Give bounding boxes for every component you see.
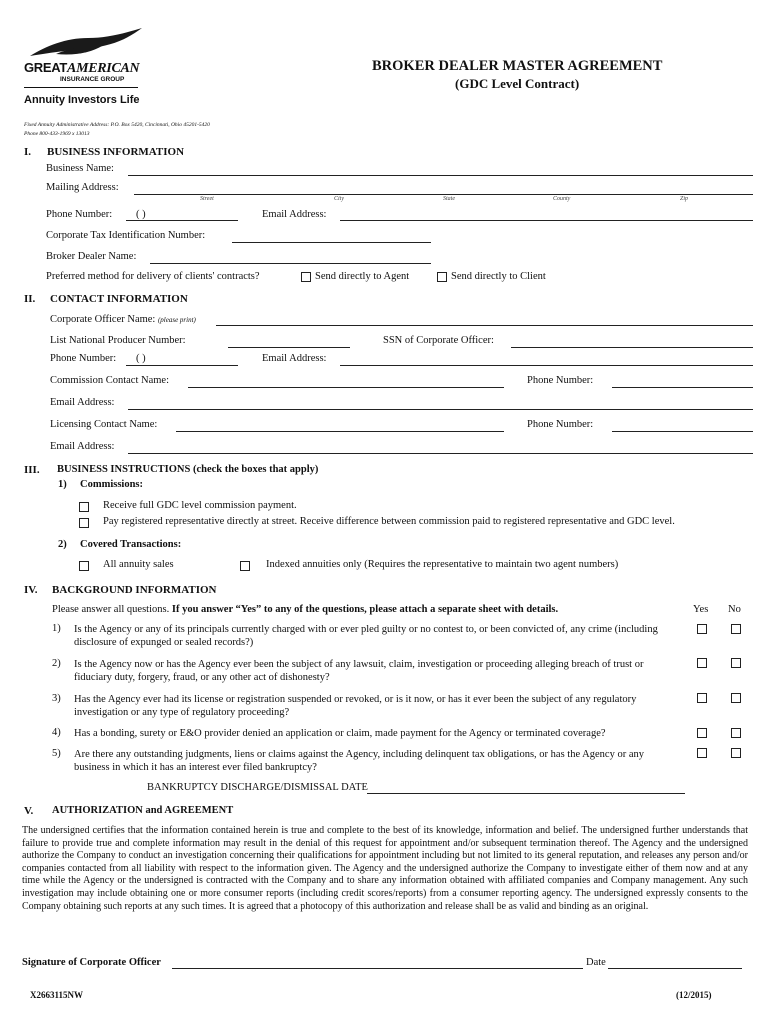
covered-heading: Covered Transactions: (80, 539, 182, 550)
npn-label: List National Producer Number: (50, 335, 186, 346)
full-gdc-checkbox[interactable] (79, 502, 89, 512)
question-5-number: 5) (52, 748, 61, 759)
section-3-heading: BUSINESS INSTRUCTIONS (check the boxes that apply) (57, 464, 319, 475)
commission-phone-label: Phone Number: (527, 375, 594, 386)
officer-phone-field[interactable] (126, 365, 238, 366)
section-5-number: V. (24, 805, 34, 817)
officer-name-label (50, 314, 196, 325)
pay-street-checkbox[interactable] (79, 518, 89, 528)
ssn-field[interactable] (511, 347, 753, 348)
bankruptcy-date-label: BANKRUPTCY DISCHARGE/DISMISSAL DATE (147, 782, 368, 793)
date-field[interactable] (608, 968, 742, 969)
city-caption: City (334, 196, 344, 202)
commission-email-field[interactable] (128, 409, 753, 410)
full-gdc-label: Receive full GDC level commission payment. (103, 500, 297, 511)
question-4-yes-checkbox[interactable] (697, 728, 707, 738)
question-2-yes-checkbox[interactable] (697, 658, 707, 668)
logo-american: AMERICAN (67, 61, 140, 76)
authorization-paragraph: The undersigned certifies that the information contained herein is true and complete to the best of its knowledge, information and belief. The undersigned further understands that failure to provide true and complete information may result in the denial of this request for appointment and/or subsequent termination thereof. The Agency and the undersigned authorize the Company to conduct an investigation concerning their qualifications for appointment including but not limited to its general reputation, and releases any person and/or companies contacted from all liability with respect to the information given. The Agency and the undersigned authorize the Company to investigate either of them now and at any time while the Agency or the undersigned is contracted with the Company and to share any information obtained with affiliated companies and Company management. Any such investigation may include obtaining one or more consumer reports (including credit scores/reports) from a consumer reporting agency. The undersigned expressly consents to the Company obtaining such reports at any such times. It is agreed that a photocopy of this authorization and release shall be as valid and binding as an original. (22, 825, 748, 912)
commission-contact-label: Commission Contact Name: (50, 375, 169, 386)
section-1-heading: BUSINESS INFORMATION (47, 146, 185, 158)
section-5-heading: AUTHORIZATION and AGREEMENT (52, 805, 234, 816)
commission-phone-field[interactable] (612, 387, 753, 388)
licensing-contact-label: Licensing Contact Name: (50, 419, 158, 430)
indexed-only-checkbox[interactable] (240, 561, 250, 571)
section-2-number: II. (24, 293, 36, 305)
question-1-text: Is the Agency or any of its principals currently charged with or ever pled guilty or no contest to, or been convicted of, any crime (including disclosure of expunged or sealed records?) (74, 624, 658, 648)
no-column-header: No (728, 604, 741, 615)
officer-phone-label: Phone Number: (50, 353, 117, 364)
question-3-number: 3) (52, 693, 61, 704)
broker-dealer-field[interactable] (150, 263, 431, 264)
question-2-number: 2) (52, 658, 61, 669)
officer-name-field[interactable] (216, 325, 753, 326)
npn-field[interactable] (228, 347, 350, 348)
signature-label: Signature of Corporate Officer (22, 957, 161, 968)
all-annuity-label: All annuity sales (103, 559, 174, 570)
state-caption: State (443, 196, 455, 202)
officer-name-text: Corporate Officer Name: (50, 314, 156, 325)
section-1-number: I. (24, 146, 32, 158)
licensing-phone-field[interactable] (612, 431, 753, 432)
form-revision: (12/2015) (676, 990, 712, 1000)
officer-email-label: Email Address: (262, 353, 327, 364)
question-3-yes-checkbox[interactable] (697, 693, 707, 703)
phone-field[interactable] (126, 220, 238, 221)
question-5-text: Are there any outstanding judgments, liens or claims against the Agency, including delinquent tax obligations, or has the Agency or any business in which it has an interest ever filed bankruptcy? (74, 749, 644, 773)
mailing-address-field[interactable] (134, 194, 753, 195)
logo-great: GREAT (24, 60, 68, 75)
phone-paren: ( ) (136, 209, 146, 220)
question-4-no-checkbox[interactable] (731, 728, 741, 738)
logo-brand: Annuity Investors Life (24, 94, 140, 106)
licensing-contact-field[interactable] (176, 431, 504, 432)
send-to-client-label: Send directly to Client (451, 271, 546, 282)
bankruptcy-date-field[interactable] (367, 793, 685, 794)
send-to-client-checkbox[interactable] (437, 272, 447, 282)
email-field[interactable] (340, 220, 753, 221)
covered-number: 2) (58, 539, 67, 550)
section-2-heading: CONTACT INFORMATION (50, 293, 188, 305)
page-subtitle: (GDC Level Contract) (455, 76, 580, 91)
phone-label: Phone Number: (46, 209, 113, 220)
question-5-no-checkbox[interactable] (731, 748, 741, 758)
logo-group: INSURANCE GROUP (60, 76, 125, 83)
broker-dealer-label: Broker Dealer Name: (46, 251, 137, 262)
ssn-label: SSN of Corporate Officer: (383, 335, 494, 346)
question-1-number: 1) (52, 623, 61, 634)
licensing-email-field[interactable] (128, 453, 753, 454)
instructions-text: Please answer all questions. (52, 604, 170, 615)
zip-caption: Zip (680, 196, 689, 202)
business-name-field[interactable] (128, 175, 753, 176)
commissions-heading: Commissions: (80, 479, 144, 490)
section-3-number: III. (24, 464, 40, 476)
question-4-text: Has a bonding, surety or E&O provider denied an application or claim, made payment for the Agency or terminated coverage? (74, 728, 606, 739)
eagle-logo-icon (26, 26, 144, 60)
indexed-only-label: Indexed annuities only (Requires the representative to maintain two agent numbers) (266, 559, 619, 570)
yes-column-header: Yes (693, 604, 709, 615)
signature-field[interactable] (172, 968, 583, 969)
question-3-no-checkbox[interactable] (731, 693, 741, 703)
question-5-yes-checkbox[interactable] (697, 748, 707, 758)
question-1-no-checkbox[interactable] (731, 624, 741, 634)
county-caption: County (553, 196, 571, 202)
commission-email-label: Email Address: (50, 397, 115, 408)
question-2-no-checkbox[interactable] (731, 658, 741, 668)
commission-contact-field[interactable] (188, 387, 504, 388)
tax-id-field[interactable] (232, 242, 431, 243)
question-2-text: Is the Agency now or has the Agency ever been the subject of any lawsuit, claim, investigation or proceeding alleging breach of trust or fiduciary duty, forgery, fraud, or any other act of dishonesty? (74, 659, 644, 683)
instructions-bold-text: If you answer “Yes” to any of the questions, please attach a separate sheet with details. (171, 604, 559, 615)
officer-phone-paren: ( ) (136, 353, 146, 364)
date-label: Date (586, 957, 606, 968)
background-instructions (52, 604, 558, 615)
send-to-agent-checkbox[interactable] (301, 272, 311, 282)
please-print-note: (please print) (157, 316, 196, 324)
business-name-label: Business Name: (46, 163, 114, 174)
mailing-address-label: Mailing Address: (46, 182, 119, 193)
tax-id-label: Corporate Tax Identification Number: (46, 230, 206, 241)
form-id: X2663115NW (30, 990, 84, 1000)
street-caption: Street (200, 196, 214, 202)
section-4-heading: BACKGROUND INFORMATION (52, 584, 217, 596)
delivery-question: Preferred method for delivery of clients' contracts? (46, 271, 260, 282)
admin-address: Fixed Annuity Administrative Address: P.O. Box 5420, Cincinnati, Ohio 45201-5420 (24, 122, 210, 128)
admin-phone: Phone 800-433-1969 x 13013 (24, 131, 90, 137)
licensing-email-label: Email Address: (50, 441, 115, 452)
licensing-phone-label: Phone Number: (527, 419, 594, 430)
commissions-number: 1) (58, 479, 67, 490)
question-1-yes-checkbox[interactable] (697, 624, 707, 634)
all-annuity-checkbox[interactable] (79, 561, 89, 571)
question-4-number: 4) (52, 727, 61, 738)
page-title: BROKER DEALER MASTER AGREEMENT (372, 58, 663, 74)
officer-email-field[interactable] (340, 365, 753, 366)
email-label: Email Address: (262, 209, 327, 220)
question-3-text: Has the Agency ever had its license or registration suspended or revoked, or is it now, or has it ever been the subject of any regulatory investigation or any type of regulatory proceeding? (74, 694, 637, 718)
pay-street-label: Pay registered representative directly at street. Receive difference between commission paid to registered representative and GDC level. (103, 516, 675, 527)
send-to-agent-label: Send directly to Agent (315, 271, 410, 282)
section-4-number: IV. (24, 584, 38, 596)
